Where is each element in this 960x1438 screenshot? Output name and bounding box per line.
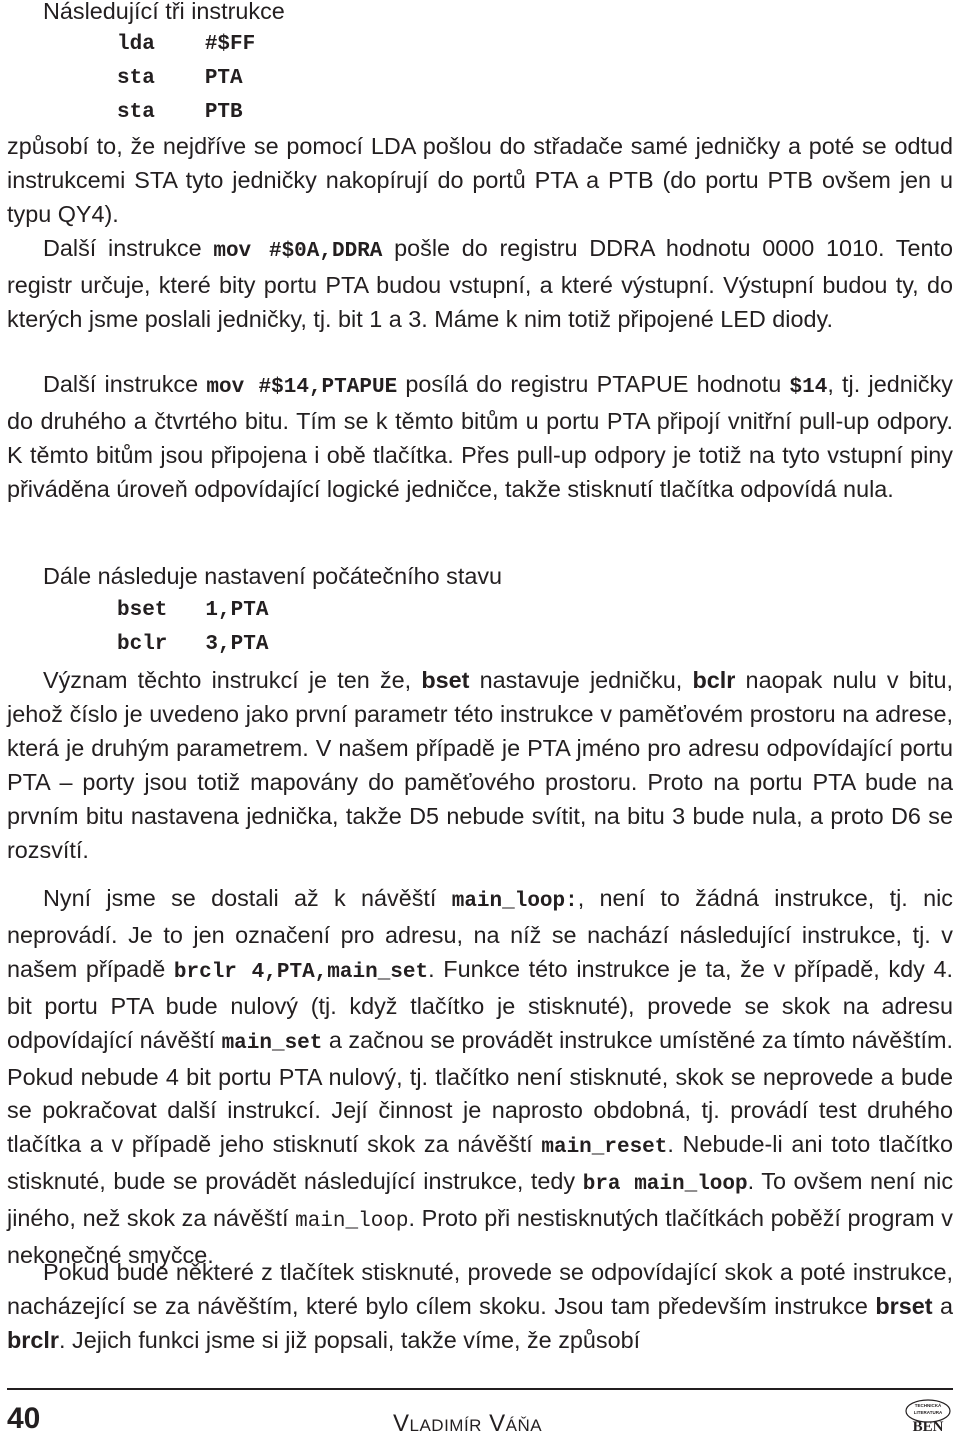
text: Nyní jsme se dostali až k návěští xyxy=(43,885,452,911)
inline-code: bra main_loop xyxy=(582,1173,748,1197)
text: a xyxy=(932,1292,953,1319)
code-arg: 3,PTA xyxy=(205,633,269,656)
author-name: Vladimír Váňa xyxy=(393,1410,543,1437)
inline-code: $14 xyxy=(789,376,828,399)
paragraph-6 xyxy=(7,882,953,1273)
footer-rule xyxy=(7,1388,953,1390)
code-op: lda xyxy=(117,33,155,56)
logo-text-mid: LITERATURA xyxy=(913,1410,943,1415)
inline-code: main_loop: xyxy=(451,890,578,913)
code-arg: #$FF xyxy=(204,33,256,56)
code-line xyxy=(7,594,268,628)
text: nastavuje jedničku, xyxy=(469,667,693,693)
code-op: bset xyxy=(117,599,168,622)
code-line xyxy=(7,28,255,62)
text: . To ovšem není nic jiného, než skok za návěští xyxy=(7,1168,954,1232)
intro-paragraph: Následující tři instrukce xyxy=(43,0,285,24)
text: pošle do registru DDRA hodnotu 0000 1010. Tento registr určuje, které bity portu PTA budou vstupní, a které výstupní. Výstupní budou ty, do kterých jsme poslali jedničky, tj. bit 1 a 3. Máme k nim totiž připojené LED diody. xyxy=(7,235,954,332)
code-arg: PTB xyxy=(204,101,243,124)
code-op: sta xyxy=(117,67,155,90)
paragraph-2 xyxy=(7,232,953,337)
code-arg: 1,PTA xyxy=(205,599,269,622)
paragraph-1: způsobí to, že nejdříve se pomocí LDA pošlou do střadače samé jedničky a poté se odtud instrukcemi STA tyto jedničky nakopírují do portů PTA a PTB (do portu PTB ovšem jen u typu QY4). xyxy=(7,133,953,227)
logo-text-top: TECHNICKÁ xyxy=(914,1403,942,1408)
text: , není to žádná instrukce, tj. nic neprovádí. Je to jen označení pro adresu, na níž se nachází následující instrukce, tj. v našem případě xyxy=(7,885,953,982)
text: , tj. jedničky do druhého a čtvrtého bitu. Tím se k těmto bitům u portu PTA připojí vnitřní pull-up odpory. K těmto bitům jsou připojena i obě tlačítka. Přes pull-up odpory je totiž na tyto vstupní piny přiváděna úroveň odpovídající logické jedničce, takže stisknutí tlačítka odpovídá nula. xyxy=(7,371,954,502)
bold-term: brclr xyxy=(7,1326,60,1353)
text: . Nebude-li ani toto tlačítko stisknuté, bude se provádět následující instrukce, tedy xyxy=(7,1131,953,1195)
paragraph-4: Dále následuje nastavení počátečního stavu xyxy=(43,563,503,589)
code-line xyxy=(7,62,243,96)
text: . Funkce této instrukce je ta, že v případě, kdy 4. bit portu PTA bude nulový (tj. když tlačítko je stisknuté), provede se skok na adresu odpovídající návěští xyxy=(7,955,953,1053)
code-line xyxy=(7,628,268,662)
inline-code: mov #$14,PTAPUE xyxy=(206,376,398,399)
inline-code: mov #$0A,DDRA xyxy=(213,240,383,263)
text: Význam těchto instrukcí je ten že, xyxy=(43,667,422,693)
logo-text-main: BEN xyxy=(912,1419,944,1434)
code-op: sta xyxy=(117,101,155,124)
text: naopak nulu v bitu, jehož číslo je uvedeno jako první parametr této instrukce v paměťovém prostoru na adrese, která je druhým parametrem. V našem případě je PTA jméno pro adresu odpovídající portu PTA – porty jsou totiž mapovány do paměťového prostoru. Proto na portu PTA bude na prvním bitu nastavena jednička, takže D5 nebude svítit, na bitu 3 bude nula, a proto D6 se rozsvítí. xyxy=(7,667,953,863)
text: a začnou se provádět instrukce umístěné za tímto návěštím. Pokud nebude 4 bit portu PTA nulový, tj. tlačítko není stisknuté, skok se neprovede a bude se pokračovat další instrukcí. Její činnost je naprosto obdobná, tj. provádí test druhého tlačítka a v případě jeho stisknutí skok za návěští xyxy=(7,1026,953,1158)
paragraph-7 xyxy=(7,1256,953,1358)
inline-code: main_set xyxy=(221,1031,323,1055)
paragraph-3 xyxy=(7,368,953,507)
bold-term: bset xyxy=(421,667,470,693)
publisher-logo xyxy=(903,1398,953,1434)
text: . Jejich funkci jsme si již popsali, takže víme, že způsobí xyxy=(59,1326,641,1353)
paragraph-5 xyxy=(7,664,953,867)
text: . Proto při nestisknutých tlačítkách poběží program v nekonečné smyčce. xyxy=(7,1205,953,1269)
text: Pokud bude některé z tlačítek stisknuté, provede se odpovídající skok a poté instrukce, nacházející se za návěštím, které bylo cílem skoku. Jsou tam především instrukce xyxy=(7,1259,953,1319)
inline-code: main_loop xyxy=(295,1210,409,1234)
page-number: 40 xyxy=(7,1402,41,1435)
text: Další instrukce xyxy=(43,235,214,261)
inline-code: main_reset xyxy=(541,1136,668,1160)
code-arg: PTA xyxy=(204,67,243,90)
bold-term: brset xyxy=(875,1292,933,1319)
bold-term: bclr xyxy=(692,667,736,693)
code-line xyxy=(7,96,243,130)
inline-code: brclr 4,PTA,main_set xyxy=(173,960,429,984)
text: posílá do registru PTAPUE hodnotu xyxy=(397,371,790,397)
code-op: bclr xyxy=(117,633,168,656)
text: Další instrukce xyxy=(43,371,207,397)
